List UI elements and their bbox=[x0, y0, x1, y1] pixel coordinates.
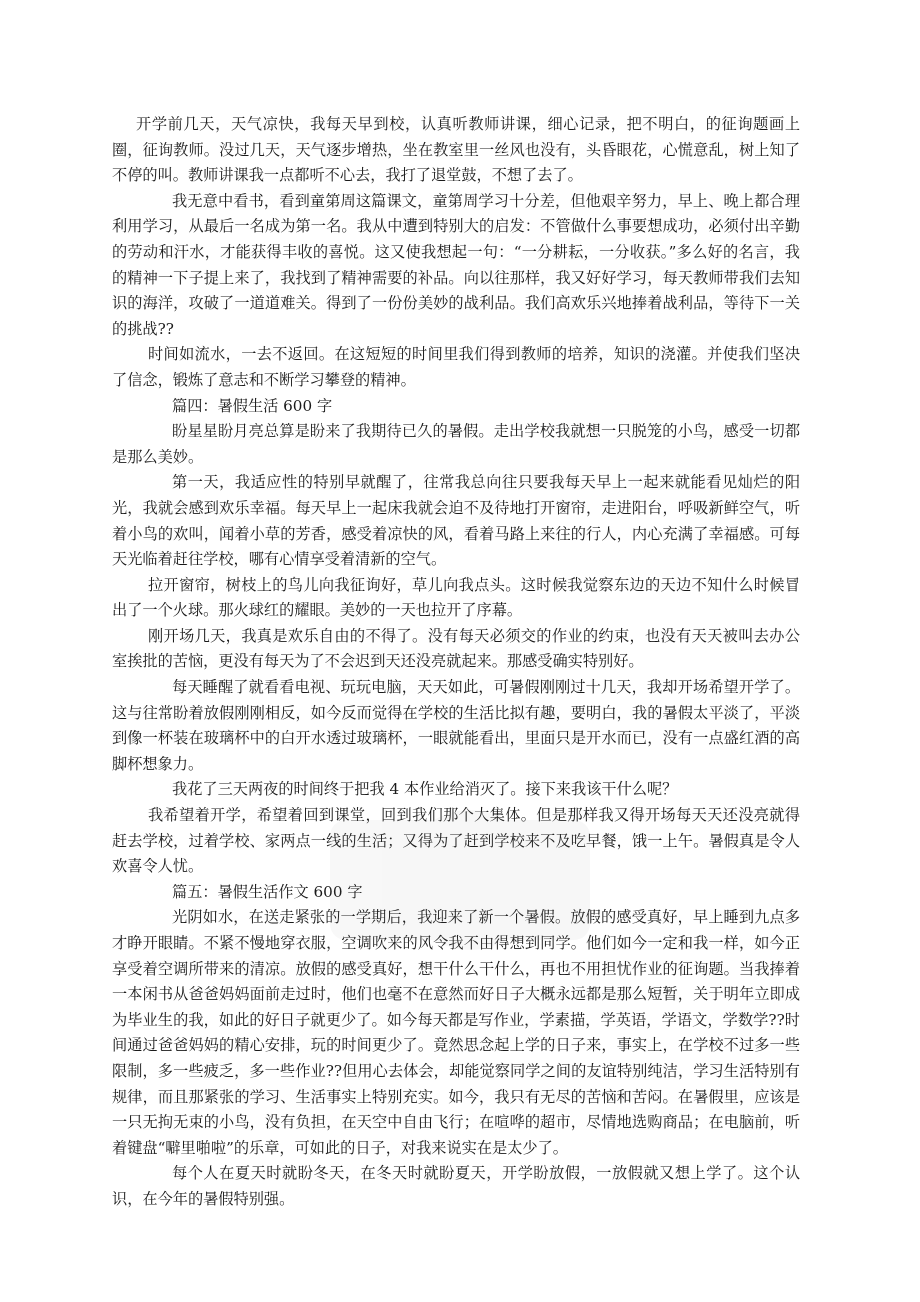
paragraph: 刚开场几天，我真是欢乐自由的不得了。没有每天必须交的作业的约束，也没有天天被叫去办公室挨批的苦恼，更没有每天为了不会迟到天还没亮就起来。那感受确实特别好。 bbox=[112, 626, 800, 671]
paragraph: 我花了三天两夜的时间终于把我 4 本作业给消灭了。接下来我该干什么呢？ bbox=[172, 780, 678, 799]
paragraph: 每天睡醒了就看看电视、玩玩电脑，天天如此，可暑假刚刚过十几天，我却开场希望开学了。这与往常盼着放假刚刚相反，如今反而觉得在学校的生活比拟有趣，要明白，我的暑假太平淡了，平淡到像一杯装在玻璃杯中的白开水透过玻璃杯，一眼就能看出，里面只是开水而已，没有一点盛红酒的高脚杯想象力。 bbox=[112, 678, 800, 773]
paragraph: 开学前几天，天气凉快，我每天早到校，认真听教师讲课，细心记录，把不明白，的征询题画上圈，征询教师。没过几天，天气逐步增热，坐在教室里一丝风也没有，头昏眼花，心慌意乱，树上知了不停的叫。教师讲课我一点都听不心去，我打了退堂鼓，不想了去了。 bbox=[112, 115, 800, 185]
document-body bbox=[112, 112, 800, 1213]
paragraph: 拉开窗帘，树枝上的鸟儿向我征询好，草儿向我点头。这时候我觉察东边的天边不知什么时候冒出了一个火球。那火球红的耀眼。美妙的一天也拉开了序幕。 bbox=[112, 575, 800, 620]
paragraph: 我无意中看书，看到童第周这篇课文，童第周学习十分差，但他艰辛努力，早上、晚上都合理利用学习，从最后一名成为第一名。我从中遭到特别大的启发：不管做什么事要想成功，必须付出辛勤的劳动和汗水，才能获得丰收的喜悦。这又使我想起一句：“一分耕耘，一分收获。”多么好的名言，我的精神一下子提上来了，我找到了精神需要的补品。向以往那样，我又好好学习，每天教师带我们去知识的海洋，攻破了一道道难关。得到了一份份美妙的战利品。我们高欢乐兴地捧着战利品，等待下一关的挑战?? bbox=[112, 191, 800, 338]
paragraph: 我希望着开学，希望着回到课堂，回到我们那个大集体。但是那样我又得开场每天天还没亮就得赶去学校，过着学校、家两点一线的生活；又得为了赶到学校来不及吃早餐，饿一上午。暑假真是令人欢喜令人忧。 bbox=[112, 806, 800, 876]
section-heading: 篇四：暑假生活 600 字 bbox=[172, 396, 333, 415]
paragraph: 时间如流水，一去不返回。在这短短的时间里我们得到教师的培养，知识的浇灌。并使我们坚决了信念，锻炼了意志和不断学习攀登的精神。 bbox=[112, 345, 800, 389]
paragraph: 第一天，我适应性的特别早就醒了，往常我总向往只要我每天早上一起来就能看见灿烂的阳光，我就会感到欢乐幸福。每天早上一起床我就会迫不及待地打开窗帘，走进阳台，呼吸新鲜空气，听着小鸟的欢叫，闻着小草的芳香，感受着凉快的风，看着马路上来往的行人，内心充满了幸福感。可每天光临着赶往学校，哪有心情享受着清新的空气。 bbox=[112, 473, 800, 569]
paragraph: 盼星星盼月亮总算是盼来了我期待已久的暑假。走出学校我就想一只脱笼的小鸟，感受一切都是那么美妙。 bbox=[112, 422, 800, 466]
paragraph: 光阴如水，在送走紧张的一学期后，我迎来了新一个暑假。放假的感受真好，早上睡到九点多才睁开眼睛。不紧不慢地穿衣服，空调吹来的风令我不由得想到同学。他们如今一定和我一样，如今正享受着空调所带来的清凉。放假的感受真好，想干什么干什么，再也不用担忧作业的征询题。当我捧着一本闲书从爸爸妈妈面前走过时，他们也毫不在意然而好日子大概永远都是那么短暂，关于明年立即成为毕业生的我，如此的好日子就更少了。如今每天都是写作业，学素描，学英语，学语文，学数学??时间通过爸爸妈妈的精心安排，玩的时间更少了。竟然思念起上学的日子来，事实上，在学校不过多一些限制，多一些疲乏，多一些作业??但用心去体会，却能觉察同学之间的友谊特别纯洁，学习生活特别有规律，而且那紧张的学习、生活事实上特别充实。如今，我只有无尽的苦恼和苦闷。在暑假里，应该是一只无拘无束的小鸟，没有负担，在天空中自由飞行；在喧哗的超市，尽情地选购商品；在电脑前，听着键盘“噼里啪啦”的乐章，可如此的日子，对我来说实在是太少了。 bbox=[112, 908, 800, 1157]
section-heading: 篇五：暑假生活作文 600 字 bbox=[172, 882, 363, 901]
paragraph: 每个人在夏天时就盼冬天，在冬天时就盼夏天，开学盼放假，一放假就又想上学了。这个认识，在今年的暑假特别强。 bbox=[112, 1164, 800, 1208]
